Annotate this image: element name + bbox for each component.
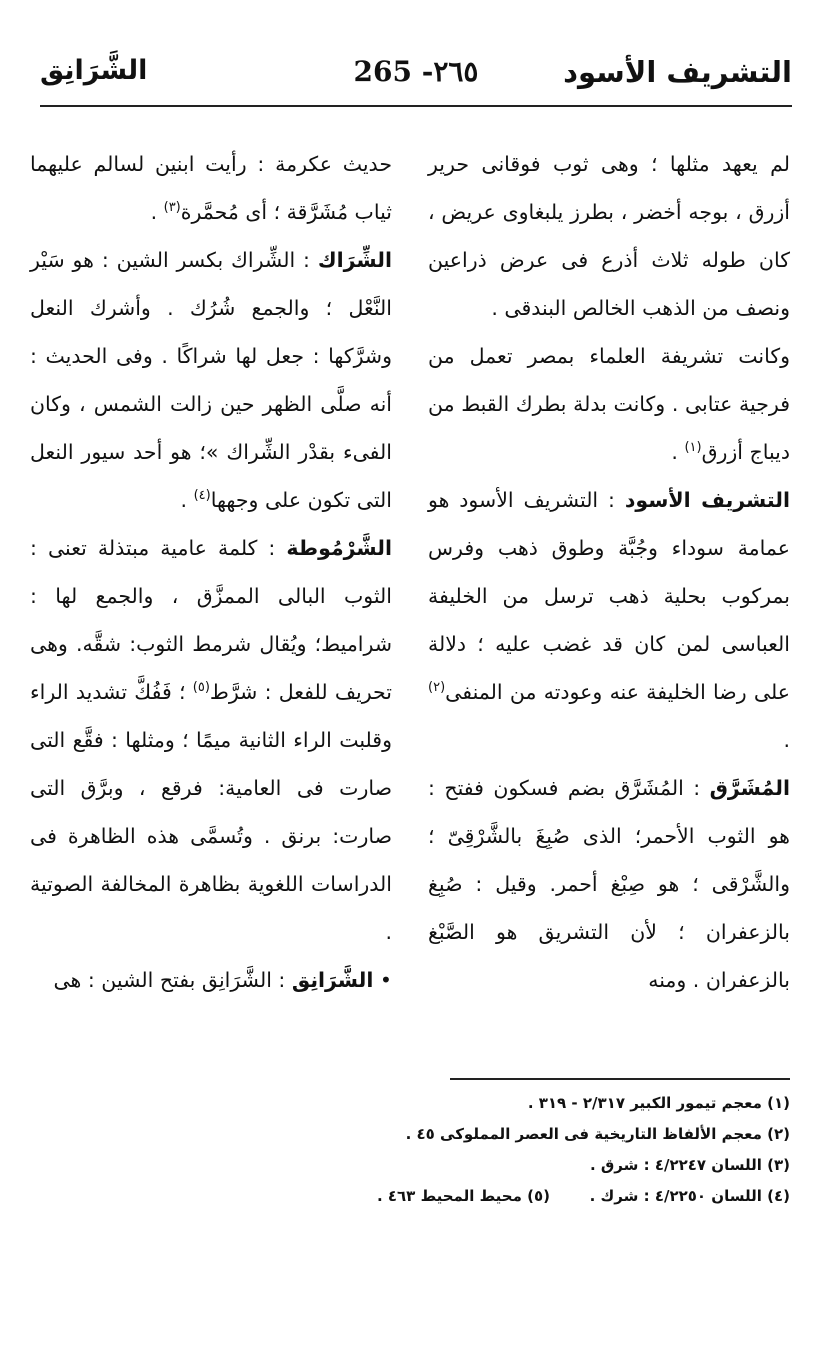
bullet-marker: •	[373, 968, 392, 992]
running-title-right: التشريف الأسود	[563, 55, 792, 89]
entry-text: ؛ فَفُكَّ تشديد الراء وقلبت الراء الثانية ميمًا ؛ ومثلها : فقَّع التى صارت فى العامية: فرقع ، وبرَّق التى صارت: برنق . وتُسمَّى هذه الظاهرة فى الدراسات اللغوية بظاهرة المخالفة الصوتية .	[30, 680, 392, 944]
right-column	[428, 140, 790, 1004]
entry-term: المُشَرَّق	[709, 776, 790, 800]
punctuation: .	[180, 488, 194, 512]
paragraph-continuation	[30, 140, 392, 236]
header-rule	[40, 105, 792, 107]
footnote-ref: (٤)	[193, 488, 211, 504]
footnote-3: (٣) اللسان ٤/٢٢٤٧ : شرق .	[589, 1156, 790, 1174]
entry-sharmuta	[30, 524, 392, 956]
entry-text: : الشَّرَانِق بفتح الشين : هى	[53, 968, 292, 992]
entry-shirak	[30, 236, 392, 524]
paragraph-1	[428, 140, 790, 332]
punctuation: .	[671, 440, 685, 464]
left-column	[30, 140, 392, 1004]
footnote-ref: (٣)	[163, 200, 181, 216]
entry-term: التشريف الأسود	[624, 488, 791, 512]
paragraph-text: وكانت تشريفة العلماء بمصر تعمل من فرجية عتابى . وكانت بدلة بطرك القبط من ديباج أزرق	[428, 344, 790, 464]
entry-text: : التشريف الأسود هو عمامة سوداء وجُبَّة وطوق ذهب وفرس بمركوب بحلية ذهب ترسل من الخليفة العباسى لمن كان قد غضب عليه ؛ دلالة على رضا الخليفة عنه وعودته من المنفى	[428, 488, 790, 704]
paragraph-text: حديث عكرمة : رأيت ابنين لسالم عليهما ثياب مُشَرَّقة ؛ أى مُحمَّرة	[30, 152, 392, 224]
entry-sharaniq	[30, 956, 392, 1004]
entry-text: : كلمة عامية مبتذلة تعنى : الثوب البالى الممزَّق ، والجمع لها : شراميط؛ ويُقال شرمط الثوب: شقَّه. وهى تحريف للفعل : شرَّط	[30, 536, 392, 704]
paragraph-text: لم يعهد مثلها ؛ وهى ثوب فوقانى حرير أزرق ، بوجه أخضر ، بطرز يلبغاوى عريض ، كان طوله ثلاث أذرع فى عرض ذراعين ونصف من الذهب الخالص البندقى .	[428, 152, 790, 320]
page-header	[40, 55, 792, 105]
entry-text: : المُشَرَّق بضم فسكون ففتح : هو الثوب الأحمر؛ الذى صُبِغَ بالشَّرْقِىّ ؛ والشَّرْقى ؛ هو صِبْغ أحمر. وقيل : صُبِغ بالزعفران ؛ لأن التشريق هو الصَّبْغ بالزعفران . ومنه	[428, 776, 790, 992]
footnote-ref: (١)	[684, 440, 702, 456]
footnote-row	[38, 1181, 790, 1212]
punctuation: .	[150, 200, 164, 224]
footnote-5: (٥) محيط المحيط ٤٦٣ .	[376, 1187, 550, 1205]
entry-term: الشِّرَاك	[317, 248, 392, 272]
paragraph-2	[428, 332, 790, 476]
page-number: 265 -٢٦٥	[353, 55, 479, 88]
footnote-ref: (٥)	[192, 680, 210, 696]
footnote-1: (١) معجم تيمور الكبير ٢/٣١٧ - ٣١٩ .	[527, 1094, 790, 1112]
punctuation: .	[783, 728, 790, 752]
footnotes	[38, 1088, 790, 1212]
entry-musharraq	[428, 764, 790, 1004]
entry-term: الشَّرْمُوطة	[286, 536, 392, 560]
footnote-ref: (٢)	[428, 680, 446, 696]
footnote-rule	[450, 1078, 790, 1080]
entry-text: : الشِّراك بكسر الشين : هو سَيْر النَّعْل ؛ والجمع شُرُك . وأشرك النعل وشرَّكها : جعل لها شراكًا . وفى الحديث : أنه صلَّى الظهر حين زالت الشمس ، وكان الفىء بقدْر الشِّراك »؛ هو أحد سيور النعل التى تكون على وجهها	[30, 248, 392, 512]
running-title-left: الشَّرَانِق	[40, 55, 148, 86]
footnote-2: (٢) معجم الألفاظ التاريخية فى العصر المملوكى ٤٥ .	[405, 1125, 790, 1143]
entry-tashrif-aswad	[428, 476, 790, 764]
footnote-4: (٤) اللسان ٤/٢٢٥٠ : شرك .	[589, 1187, 790, 1205]
entry-term: الشَّرَانِق	[291, 968, 374, 992]
